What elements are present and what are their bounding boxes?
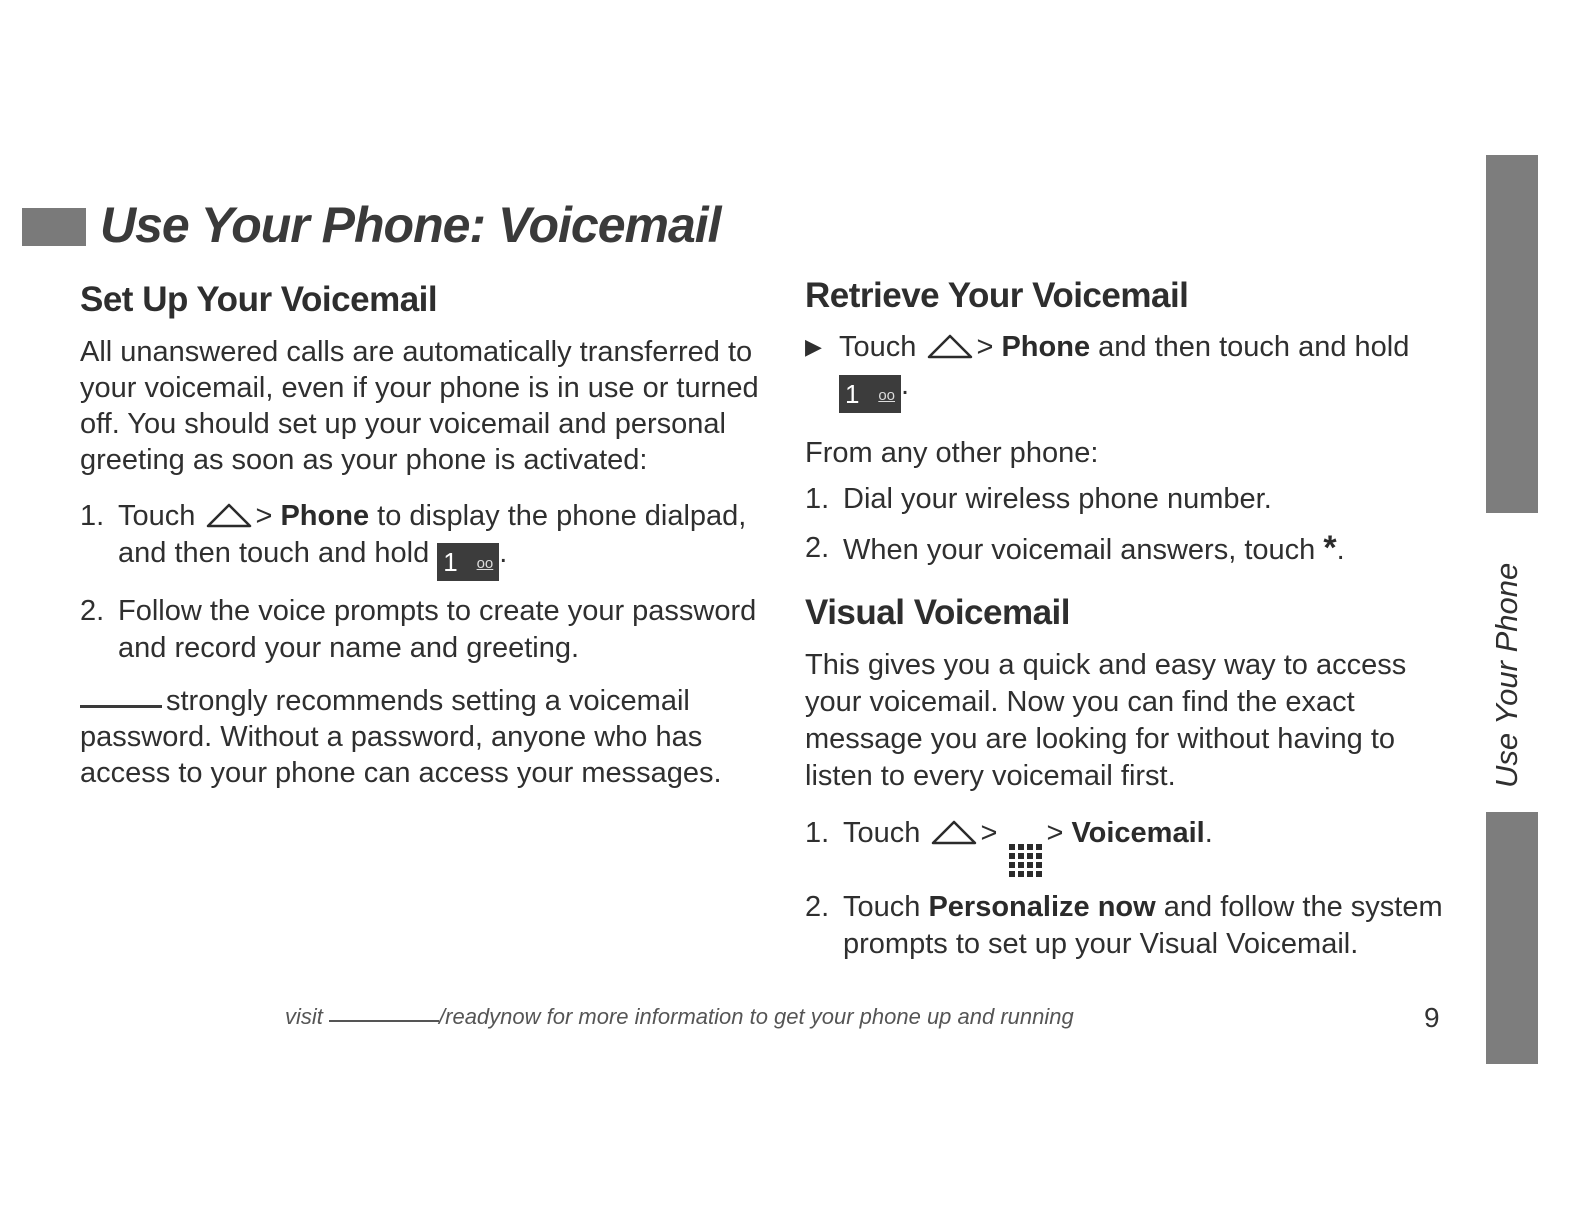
list-item: 2. Follow the voice prompts to create your password and record your name and greeting.: [80, 595, 757, 664]
page-number: 9: [1424, 1002, 1440, 1033]
retrieve-bullet: ▶ Touch > Phone and then touch and hold 1 oo .: [805, 328, 1455, 413]
list-item: 1. Dial your wireless phone number.: [805, 483, 1272, 515]
list-item: 1. Touch > > Voicemail.: [805, 815, 1455, 877]
voicemail-key-icon: 1 oo: [437, 543, 499, 581]
visual-intro: This gives you a quick and easy way to access your voicemail. Now you can find the exact message you are looking for without having to listen to every voicemail first.: [805, 649, 1407, 792]
list-item: 2. When your voicemail answers, touch *.: [805, 529, 1345, 567]
apps-grid-icon: [1009, 844, 1042, 877]
star-key-icon: *: [1323, 529, 1337, 567]
password-note: strongly recommends setting a voicemail password. Without a password, anyone who has access to your phone can access your messages.: [80, 685, 722, 789]
side-tab-label: Use Your Phone: [1489, 562, 1524, 788]
left-column: [80, 280, 760, 791]
visual-steps: [805, 815, 1455, 963]
side-tab-bottom: [1486, 812, 1538, 1064]
redacted-url-gap: [329, 1020, 439, 1022]
home-icon: [930, 817, 978, 847]
other-phone-steps: [805, 481, 1455, 569]
setup-heading: Set Up Your Voicemail: [80, 280, 438, 319]
list-item: 1. Touch > Phone to display the phone dialpad, and then touch and hold 1 oo .: [80, 498, 760, 581]
footer-text: visit /readynow for more information to get your phone up and running: [285, 1004, 1074, 1029]
home-icon: [926, 331, 974, 361]
logo-icon: [80, 685, 162, 708]
setup-intro: All unanswered calls are automatically transferred to your voicemail, even if your phone is in use or turned off. You should set up your voicemail and personal greeting as soon as your phone is activated:: [80, 336, 759, 476]
title-block-icon: [22, 208, 86, 246]
visual-heading: Visual Voicemail: [805, 593, 1071, 632]
home-icon: [205, 500, 253, 530]
setup-steps: [80, 498, 760, 667]
list-item: 2. Touch Personalize now and follow the system prompts to set up your Visual Voicemail.: [805, 891, 1443, 960]
right-column: [805, 276, 1455, 963]
bullet-triangle-icon: ▶: [805, 334, 822, 359]
page-title: Use Your Phone: Voicemail: [100, 197, 721, 253]
retrieve-heading: Retrieve Your Voicemail: [805, 276, 1189, 315]
voicemail-key-icon: 1 oo: [839, 375, 901, 413]
side-tab-top: [1486, 155, 1538, 513]
other-phone-label: From any other phone:: [805, 437, 1099, 469]
